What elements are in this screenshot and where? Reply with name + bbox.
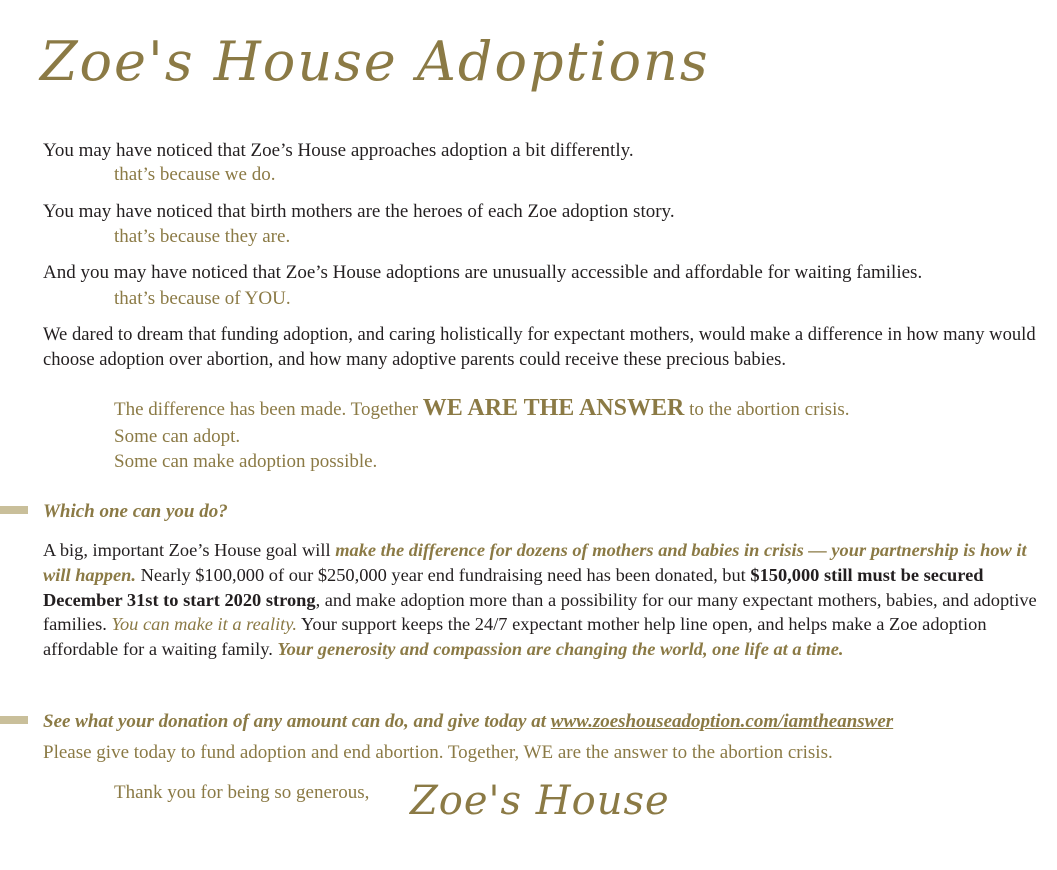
dream-paragraph: We dared to dream that funding adoption, and caring holistically for expectant mothers, would make a difference in how many would choose adoption over abortion, and how many adoptive parents could receive these precious babies.: [43, 324, 1036, 370]
donate-line: [43, 709, 893, 734]
intro-reply-2: that’s because they are.: [114, 226, 291, 247]
goal-text-4: Your support keeps the 24/7 expectant mother help line open, and helps make a Zoe adoption affordable for a waiting family.: [43, 614, 987, 660]
section-bar-question: [0, 506, 28, 514]
goal-emphasis-3: Your generosity and compassion are changing the world, one life at a time.: [277, 639, 844, 660]
question-heading: Which one can you do?: [43, 501, 228, 522]
goal-amount: $150,000 still must be secured December 31st to start 2020 strong: [43, 564, 984, 610]
difference-pre: The difference has been made. Together: [114, 399, 423, 420]
goal-emphasis-1: make the difference for dozens of mothers and babies in crisis — your partnership is how it will happen.: [43, 540, 1027, 585]
closing-text: Thank you for being so generous,: [114, 782, 370, 803]
goal-text-3: , and make adoption more than a possibility for our many expectant mothers, babies, and adoptive families.: [43, 589, 1037, 635]
intro-statement-1: You may have noticed that Zoe’s House approaches adoption a bit differently.: [43, 140, 634, 161]
difference-line-3: Some can make adoption possible.: [114, 451, 378, 472]
intro-statement-2: You may have noticed that birth mothers are the heroes of each Zoe adoption story.: [43, 201, 675, 222]
goal-text-1: A big, important Zoe’s House goal will: [43, 540, 336, 560]
goal-text-2: Nearly $100,000 of our $250,000 year end fundraising need has been donated, but: [136, 564, 751, 585]
donate-link[interactable]: www.zoeshouseadoption.com/iamtheanswer: [550, 711, 894, 732]
goal-emphasis-2: You can make it a reality.: [111, 614, 298, 635]
difference-post: to the abortion crisis.: [684, 399, 850, 420]
goal-paragraph: [43, 538, 1043, 662]
signature: Zoe's House: [410, 778, 670, 824]
difference-line-2: Some can adopt.: [114, 426, 241, 447]
intro-statement-3: And you may have noticed that Zoe’s House adoptions are unusually accessible and affordable for waiting families.: [43, 262, 923, 283]
section-bar-donate: [0, 716, 28, 724]
intro-reply-1: that’s because we do.: [114, 164, 276, 185]
donate-line-2: Please give today to fund adoption and end abortion. Together, WE are the answer to the abortion crisis.: [43, 742, 833, 763]
difference-line: [114, 396, 850, 422]
difference-emphasis: WE ARE THE ANSWER: [422, 395, 685, 421]
donate-pre: See what your donation of any amount can do, and give today at: [43, 711, 551, 732]
intro-reply-3: that’s because of YOU.: [114, 288, 291, 309]
page-title: Zoe's House Adoptions: [40, 30, 710, 93]
